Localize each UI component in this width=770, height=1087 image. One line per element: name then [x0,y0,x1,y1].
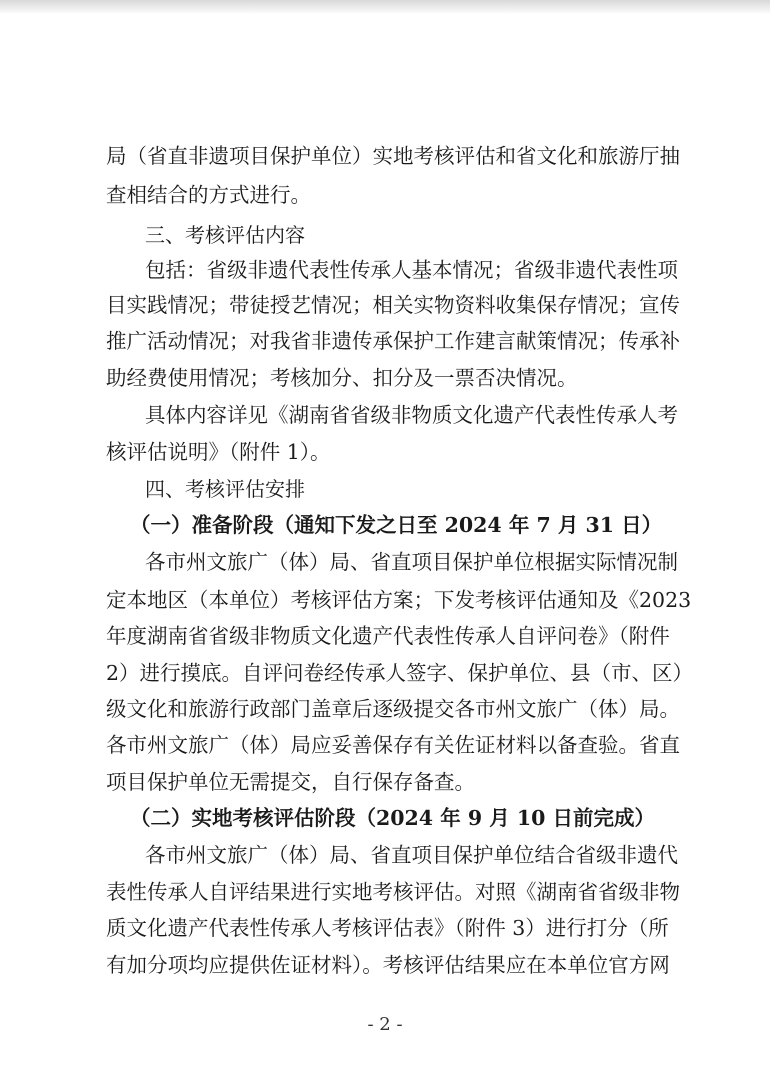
scan-top-edge [0,0,770,14]
paragraph-line: 核评估说明》（附件 1）。 [106,440,331,464]
paragraph-line: 具体内容详见《湖南省省级非物质文化遗产代表性传承人考 [145,403,678,427]
subsection-heading-1: （一）准备阶段（通知下发之日至 2024 年 7 月 31 日） [130,513,663,537]
paragraph-line: 包括：省级非遗代表性传承人基本情况；省级非遗代表性项 [145,258,678,282]
paragraph-line: 目实践情况；带徒授艺情况；相关实物资料收集保存情况；宣传 [106,293,680,317]
paragraph-line: 有加分项均应提供佐证材料）。考核评估结果应在本单位官方网 [106,953,670,977]
paragraph-line: 质文化遗产代表性传承人考核评估表》（附件 3）进行打分（所 [106,916,669,940]
subsection-heading-2: （二）实地考核评估阶段（2024 年 9 月 10 日前完成） [130,806,656,830]
paragraph-line: 助经费使用情况；考核加分、扣分及一票否决情况。 [106,366,578,390]
paragraph-line: 各市州文旅广（体）局应妥善保存有关佐证材料以备查验。省直 [106,733,680,757]
paragraph-line: 级文化和旅游行政部门盖章后逐级提交各市州文旅广（体）局。 [106,697,680,721]
paragraph-line: 推广活动情况；对我省非遗传承保护工作建言献策情况；传承补 [106,329,680,353]
section-heading-4: 四、考核评估安排 [145,477,305,501]
paragraph-line: 2）进行摸底。自评问卷经传承人签字、保护单位、县（市、区） [106,661,694,685]
paragraph-line: 各市州文旅广（体）局、省直项目保护单位结合省级非遗代 [145,843,678,867]
paragraph-line: 各市州文旅广（体）局、省直项目保护单位根据实际情况制 [145,550,678,574]
paragraph-line: 局（省直非遗项目保护单位）实地考核评估和省文化和旅游厅抽 [106,144,680,168]
paragraph-line: 年度湖南省省级非物质文化遗产代表性传承人自评问卷》（附件 [106,624,670,648]
paragraph-line: 项目保护单位无需提交，自行保存备查。 [106,770,475,794]
paragraph-line: 表性传承人自评结果进行实地考核评估。对照《湖南省省级非物 [106,880,680,904]
paragraph-line: 查相结合的方式进行。 [106,183,311,207]
paragraph-line: 定本地区（本单位）考核评估方案；下发考核评估通知及《2023 [106,588,692,612]
section-heading-3: 三、考核评估内容 [145,223,305,247]
page-number: - 2 - [367,1014,403,1035]
